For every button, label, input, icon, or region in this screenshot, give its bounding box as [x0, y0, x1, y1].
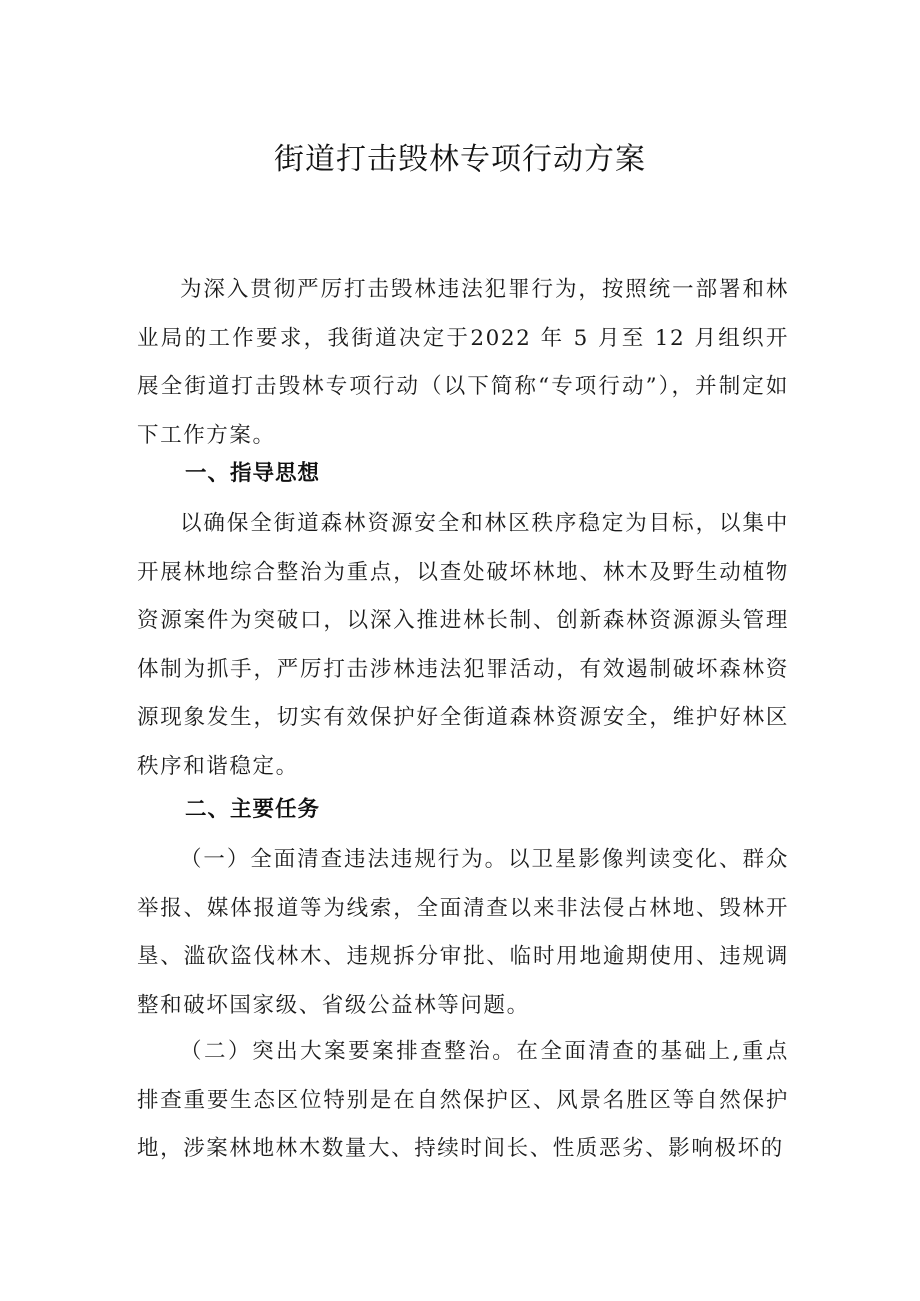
task-2-paragraph: （二）突出大案要案排查整治。在全面清查的基础上,重点排查重要生态区位特别是在自然保护区、风景名胜区等自然保护地，涉案林地林木数量大、持续时间长、性质恶劣、影响极坏的 [137, 1039, 789, 1161]
intro-paragraph: 为深入贯彻严厉打击毁林违法犯罪行为，按照统一部署和林业局的工作要求，我街道决定于2022 年 5 月至 12 月组织开展全街道打击毁林专项行动（以下简称“专项行动”），并制定如下工作方案。 [137, 277, 789, 448]
section-heading-main-tasks: 二、主要任务 [185, 797, 321, 822]
task-1-paragraph: （一）全面清查违法违规行为。以卫星影像判读变化、群众举报、媒体报道等为线索，全面清查以来非法侵占林地、毁林开垦、滥砍盗伐林木、违规拆分审批、临时用地逾期使用、违规调整和破坏国家级、省级公益林等问题。 [137, 847, 789, 1018]
section-heading-guiding-ideology: 一、指导思想 [185, 461, 321, 486]
guiding-ideology-paragraph: 以确保全街道森林资源安全和林区秩序稳定为目标，以集中开展林地综合整治为重点，以查处破坏林地、林木及野生动植物资源案件为突破口，以深入推进林长制、创新森林资源源头管理体制为抓手，严厉打击涉林违法犯罪活动，有效遏制破坏森林资源现象发生，切实有效保护好全街道森林资源安全，维护好林区秩序和谐稳定。 [137, 511, 789, 779]
document-title: 街道打击毁林专项行动方案 [274, 142, 646, 177]
